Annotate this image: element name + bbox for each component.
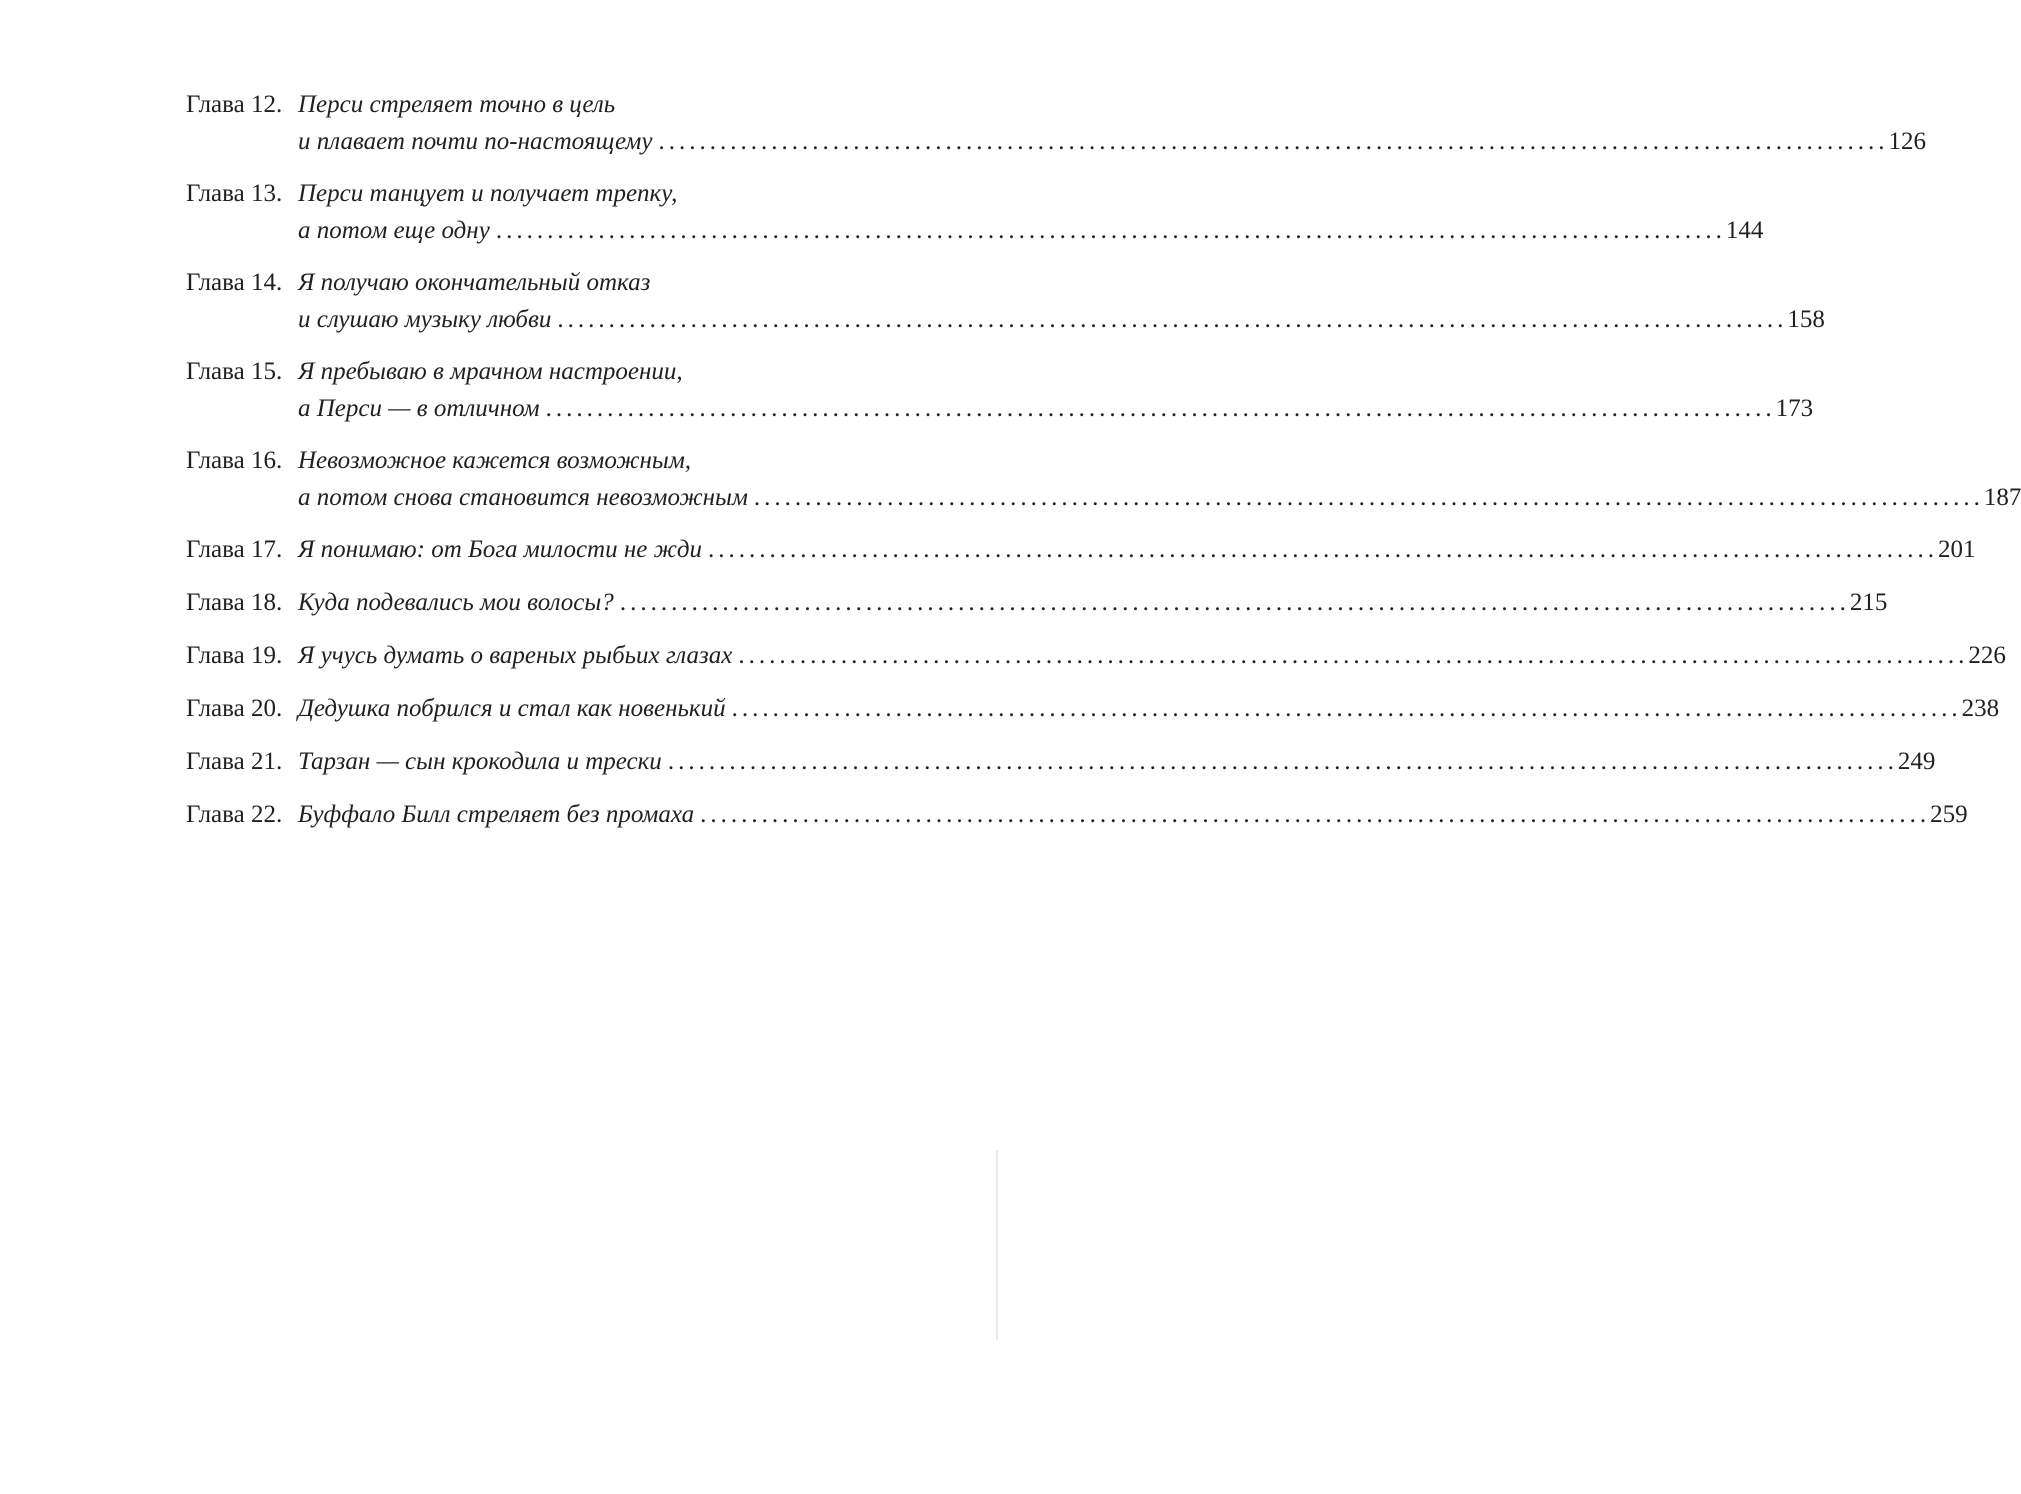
chapter-title [298,175,1764,249]
page-number: 215 [1849,589,1888,616]
chapter-title [298,531,1976,568]
chapter-title-line: Перси стреляет точно в цель [298,91,616,118]
page-number: 144 [1725,217,1764,244]
chapter-title [298,637,2006,674]
chapter-label: Глава 21. [186,748,283,775]
page-number: 226 [1968,642,2006,669]
toc-entry-chapter-16[interactable] [186,442,2021,516]
chapter-title-line: а Перси — в отличном [298,395,540,422]
chapter-title-line: Я понимаю: от Бога милости не жди [298,536,703,563]
dot-leader: ........................................................................................................................ [619,589,1850,616]
toc-entry-chapter-17[interactable] [186,531,1976,568]
page-edge-shadow [996,1150,998,1340]
page-number: 238 [1961,695,2000,722]
dot-leader: ........................................................................................................................ [495,217,1726,244]
page-number: 249 [1897,748,1936,775]
chapter-title-line: и плавает почти по-настоящему [298,128,653,155]
toc-entry-chapter-22[interactable] [186,796,1968,833]
chapter-label: Глава 19. [186,642,283,669]
chapter-label: Глава 17. [186,536,283,563]
chapter-title-line: Я учусь думать о вареных рыбьих глазах [298,642,733,669]
chapter-label: Глава 13. [186,180,283,207]
dot-leader: ........................................................................................................................ [557,306,1788,333]
toc-entry-chapter-12[interactable] [186,86,1926,160]
dot-leader: ........................................................................................................................ [738,642,1969,669]
chapter-label: Глава 15. [186,358,283,385]
dot-leader: ........................................................................................................................ [708,536,1939,563]
toc-entry-chapter-18[interactable] [186,584,1888,621]
toc-entry-chapter-14[interactable] [186,264,1825,338]
dot-leader: ........................................................................................................................ [700,801,1931,828]
chapter-title-line: Я получаю окончательный отказ [298,269,651,296]
chapter-label: Глава 22. [186,801,283,828]
chapter-title-line: Я пребываю в мрачном настроении, [298,358,683,385]
toc-entry-chapter-21[interactable] [186,743,1936,780]
chapter-label: Глава 12. [186,91,283,118]
dot-leader: ........................................................................................................................ [753,484,1984,511]
chapter-title [298,442,2021,516]
page-number: 259 [1930,801,1968,828]
page-number: 173 [1775,395,1814,422]
chapter-title [298,584,1888,621]
table-of-contents [186,86,2021,849]
chapter-label: Глава 14. [186,269,283,296]
chapter-title [298,86,1926,160]
chapter-title-line: Тарзан — сын крокодила и трески [298,748,662,775]
dot-leader: ........................................................................................................................ [667,748,1898,775]
dot-leader: ........................................................................................................................ [658,128,1889,155]
toc-entry-chapter-20[interactable] [186,690,2000,727]
page-number: 158 [1787,306,1825,333]
chapter-label: Глава 16. [186,447,283,474]
chapter-title-line: Дедушка побрился и стал как новенький [298,695,726,722]
chapter-title [298,690,2000,727]
toc-entry-chapter-13[interactable] [186,175,1764,249]
chapter-title-line: а потом снова становится невозможным [298,484,748,511]
chapter-title-line: Невозможное кажется возможным, [298,447,692,474]
dot-leader: ........................................................................................................................ [731,695,1962,722]
page-number: 126 [1888,128,1926,155]
dot-leader: ........................................................................................................................ [545,395,1776,422]
toc-entry-chapter-19[interactable] [186,637,2006,674]
chapter-title-line: а потом еще одну [298,217,490,244]
chapter-title-line: Перси танцует и получает трепку, [298,180,678,207]
chapter-title [298,353,1814,427]
chapter-title-line: Буффало Билл стреляет без промаха [298,801,695,828]
chapter-title [298,796,1968,833]
toc-entry-chapter-15[interactable] [186,353,1814,427]
page-number: 201 [1938,536,1976,563]
chapter-title-line: Куда подевались мои волосы? [298,589,614,616]
chapter-title [298,743,1936,780]
chapter-label: Глава 20. [186,695,283,722]
chapter-title [298,264,1825,338]
chapter-label: Глава 18. [186,589,283,616]
chapter-title-line: и слушаю музыку любви [298,306,552,333]
page-number: 187 [1983,484,2021,511]
